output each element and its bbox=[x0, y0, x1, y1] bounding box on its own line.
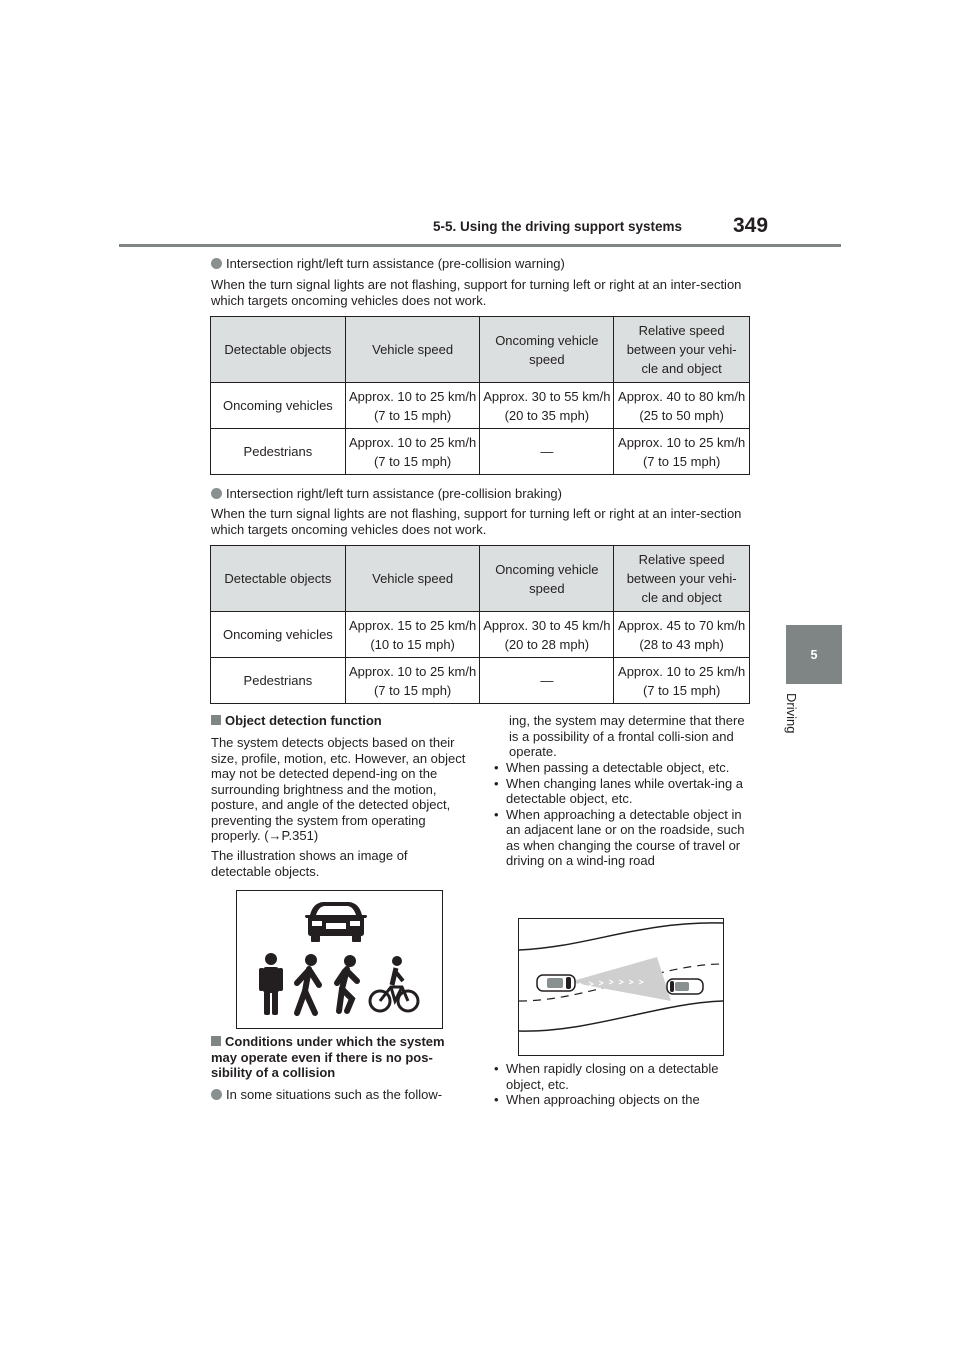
oncoming-car-icon bbox=[667, 979, 703, 994]
table-cell: Approx. 10 to 25 km/h (7 to 15 mph) bbox=[614, 429, 750, 475]
table-cell: Oncoming vehicles bbox=[211, 612, 346, 658]
square-bullet-icon bbox=[211, 715, 221, 725]
list-item: • When approaching objects on the bbox=[492, 1092, 750, 1108]
list-item: • When changing lanes while overtak-ing a detectable object, etc. bbox=[492, 776, 750, 807]
object-detection-body: The system detects objects based on their size, profile, motion, etc. However, an object may not be detected depend-ing on the surrounding brightness and the motion, posture, and angle of the detected object, preventing the system from operating properly. (→P.351) bbox=[211, 735, 466, 843]
standing-person-icon bbox=[259, 953, 283, 1015]
conditions-heading bbox=[211, 1034, 473, 1081]
table-header-text: Oncoming vehicle speed bbox=[495, 561, 599, 596]
table-row bbox=[211, 429, 750, 475]
table-row bbox=[211, 612, 750, 658]
table-header-row bbox=[211, 317, 750, 383]
sensor-beam bbox=[569, 957, 671, 1001]
list-item: • When approaching a detectable object in an adjacent lane or on the roadside, such as when changing the course of travel or driving on a wind-ing road bbox=[492, 807, 750, 869]
table-header-cell: Vehicle speed bbox=[345, 546, 480, 612]
conditions-heading-text: Conditions under which the system may operate even if there is no pos-sibility of a collision bbox=[211, 1034, 445, 1080]
warning-table bbox=[210, 316, 750, 475]
table-header-row bbox=[211, 546, 750, 612]
table-header-cell bbox=[614, 546, 750, 612]
illustration-note: The illustration shows an image of detectable objects. bbox=[211, 848, 408, 879]
list-item: • When passing a detectable object, etc. bbox=[492, 760, 750, 776]
table-cell: Oncoming vehicles bbox=[211, 383, 346, 429]
list-item: • When rapidly closing on a detectable object, etc. bbox=[492, 1061, 750, 1092]
table-header-cell bbox=[480, 546, 614, 612]
table-row bbox=[211, 658, 750, 704]
table-cell: Approx. 10 to 25 km/h (7 to 15 mph) bbox=[345, 383, 480, 429]
table-cell: Approx. 45 to 70 km/h (28 to 43 mph) bbox=[614, 612, 750, 658]
warning-heading bbox=[211, 256, 751, 272]
table-header-cell: Vehicle speed bbox=[345, 317, 480, 383]
braking-intro: When the turn signal lights are not flashing, support for turning left or right at an inter-section which targets oncoming vehicles does not work. bbox=[211, 506, 742, 537]
table-cell: Pedestrians bbox=[211, 658, 346, 704]
object-detection-heading bbox=[211, 713, 471, 729]
page-number: 349 bbox=[733, 214, 769, 237]
circle-bullet-icon bbox=[211, 258, 222, 269]
bicycle-icon bbox=[370, 956, 418, 1011]
table-cell: — bbox=[480, 429, 614, 475]
table-header-cell: Detectable objects bbox=[211, 546, 346, 612]
own-car-icon bbox=[537, 975, 575, 991]
walking-person-icon bbox=[297, 954, 319, 1013]
chapter-label bbox=[781, 693, 801, 753]
table-header-text: Relative speed between your vehi-cle and object bbox=[626, 323, 737, 376]
detectable-objects-illustration bbox=[236, 890, 443, 1029]
object-detection-heading-text: Object detection function bbox=[225, 713, 382, 728]
circle-bullet-icon bbox=[211, 1089, 222, 1100]
winding-road-svg bbox=[519, 919, 723, 1055]
table-cell: Approx. 40 to 80 km/h (25 to 50 mph) bbox=[614, 383, 750, 429]
conditions-subheading bbox=[211, 1087, 473, 1103]
braking-table bbox=[210, 545, 750, 704]
table-header-cell bbox=[614, 317, 750, 383]
braking-heading bbox=[211, 486, 751, 502]
table-header-cell: Detectable objects bbox=[211, 317, 346, 383]
section-title: 5-5. Using the driving support systems bbox=[433, 219, 683, 234]
table-cell: — bbox=[480, 658, 614, 704]
circle-bullet-icon bbox=[211, 488, 222, 499]
braking-heading-text: Intersection right/left turn assistance (pre-collision braking) bbox=[226, 486, 562, 501]
table-header-text: Relative speed between your vehi-cle and object bbox=[626, 552, 737, 605]
table-cell: Approx. 30 to 45 km/h (20 to 28 mph) bbox=[480, 612, 614, 658]
warning-intro: When the turn signal lights are not flashing, support for turning left or right at an inter-section which targets oncoming vehicles does not work. bbox=[211, 277, 742, 308]
conditions-list-continued bbox=[492, 1061, 750, 1108]
car-front-icon bbox=[305, 902, 367, 942]
detectable-objects-svg bbox=[237, 891, 442, 1028]
conditions-subheading-text: In some situations such as the follow- bbox=[226, 1087, 443, 1102]
table-header-cell bbox=[480, 317, 614, 383]
warning-heading-text: Intersection right/left turn assistance (pre-collision warning) bbox=[226, 256, 565, 271]
table-row bbox=[211, 383, 750, 429]
table-cell: Approx. 10 to 25 km/h (7 to 15 mph) bbox=[345, 429, 480, 475]
square-bullet-icon bbox=[211, 1036, 221, 1046]
table-cell: Pedestrians bbox=[211, 429, 346, 475]
chapter-tab: 5 bbox=[786, 625, 842, 684]
header-rule bbox=[119, 244, 841, 247]
winding-road-illustration bbox=[518, 918, 724, 1056]
table-cell: Approx. 10 to 25 km/h (7 to 15 mph) bbox=[614, 658, 750, 704]
table-cell: Approx. 15 to 25 km/h (10 to 15 mph) bbox=[345, 612, 480, 658]
chapter-label-text: Driving bbox=[784, 693, 799, 734]
table-header-text: Oncoming vehicle speed bbox=[495, 332, 599, 367]
table-cell: Approx. 30 to 55 km/h (20 to 35 mph) bbox=[480, 383, 614, 429]
table-cell: Approx. 10 to 25 km/h (7 to 15 mph) bbox=[345, 658, 480, 704]
running-person-icon bbox=[337, 955, 357, 1011]
conditions-continuation: ing, the system may determine that there is a possibility of a frontal colli-sion and operate. bbox=[509, 713, 745, 759]
conditions-list bbox=[492, 760, 750, 869]
